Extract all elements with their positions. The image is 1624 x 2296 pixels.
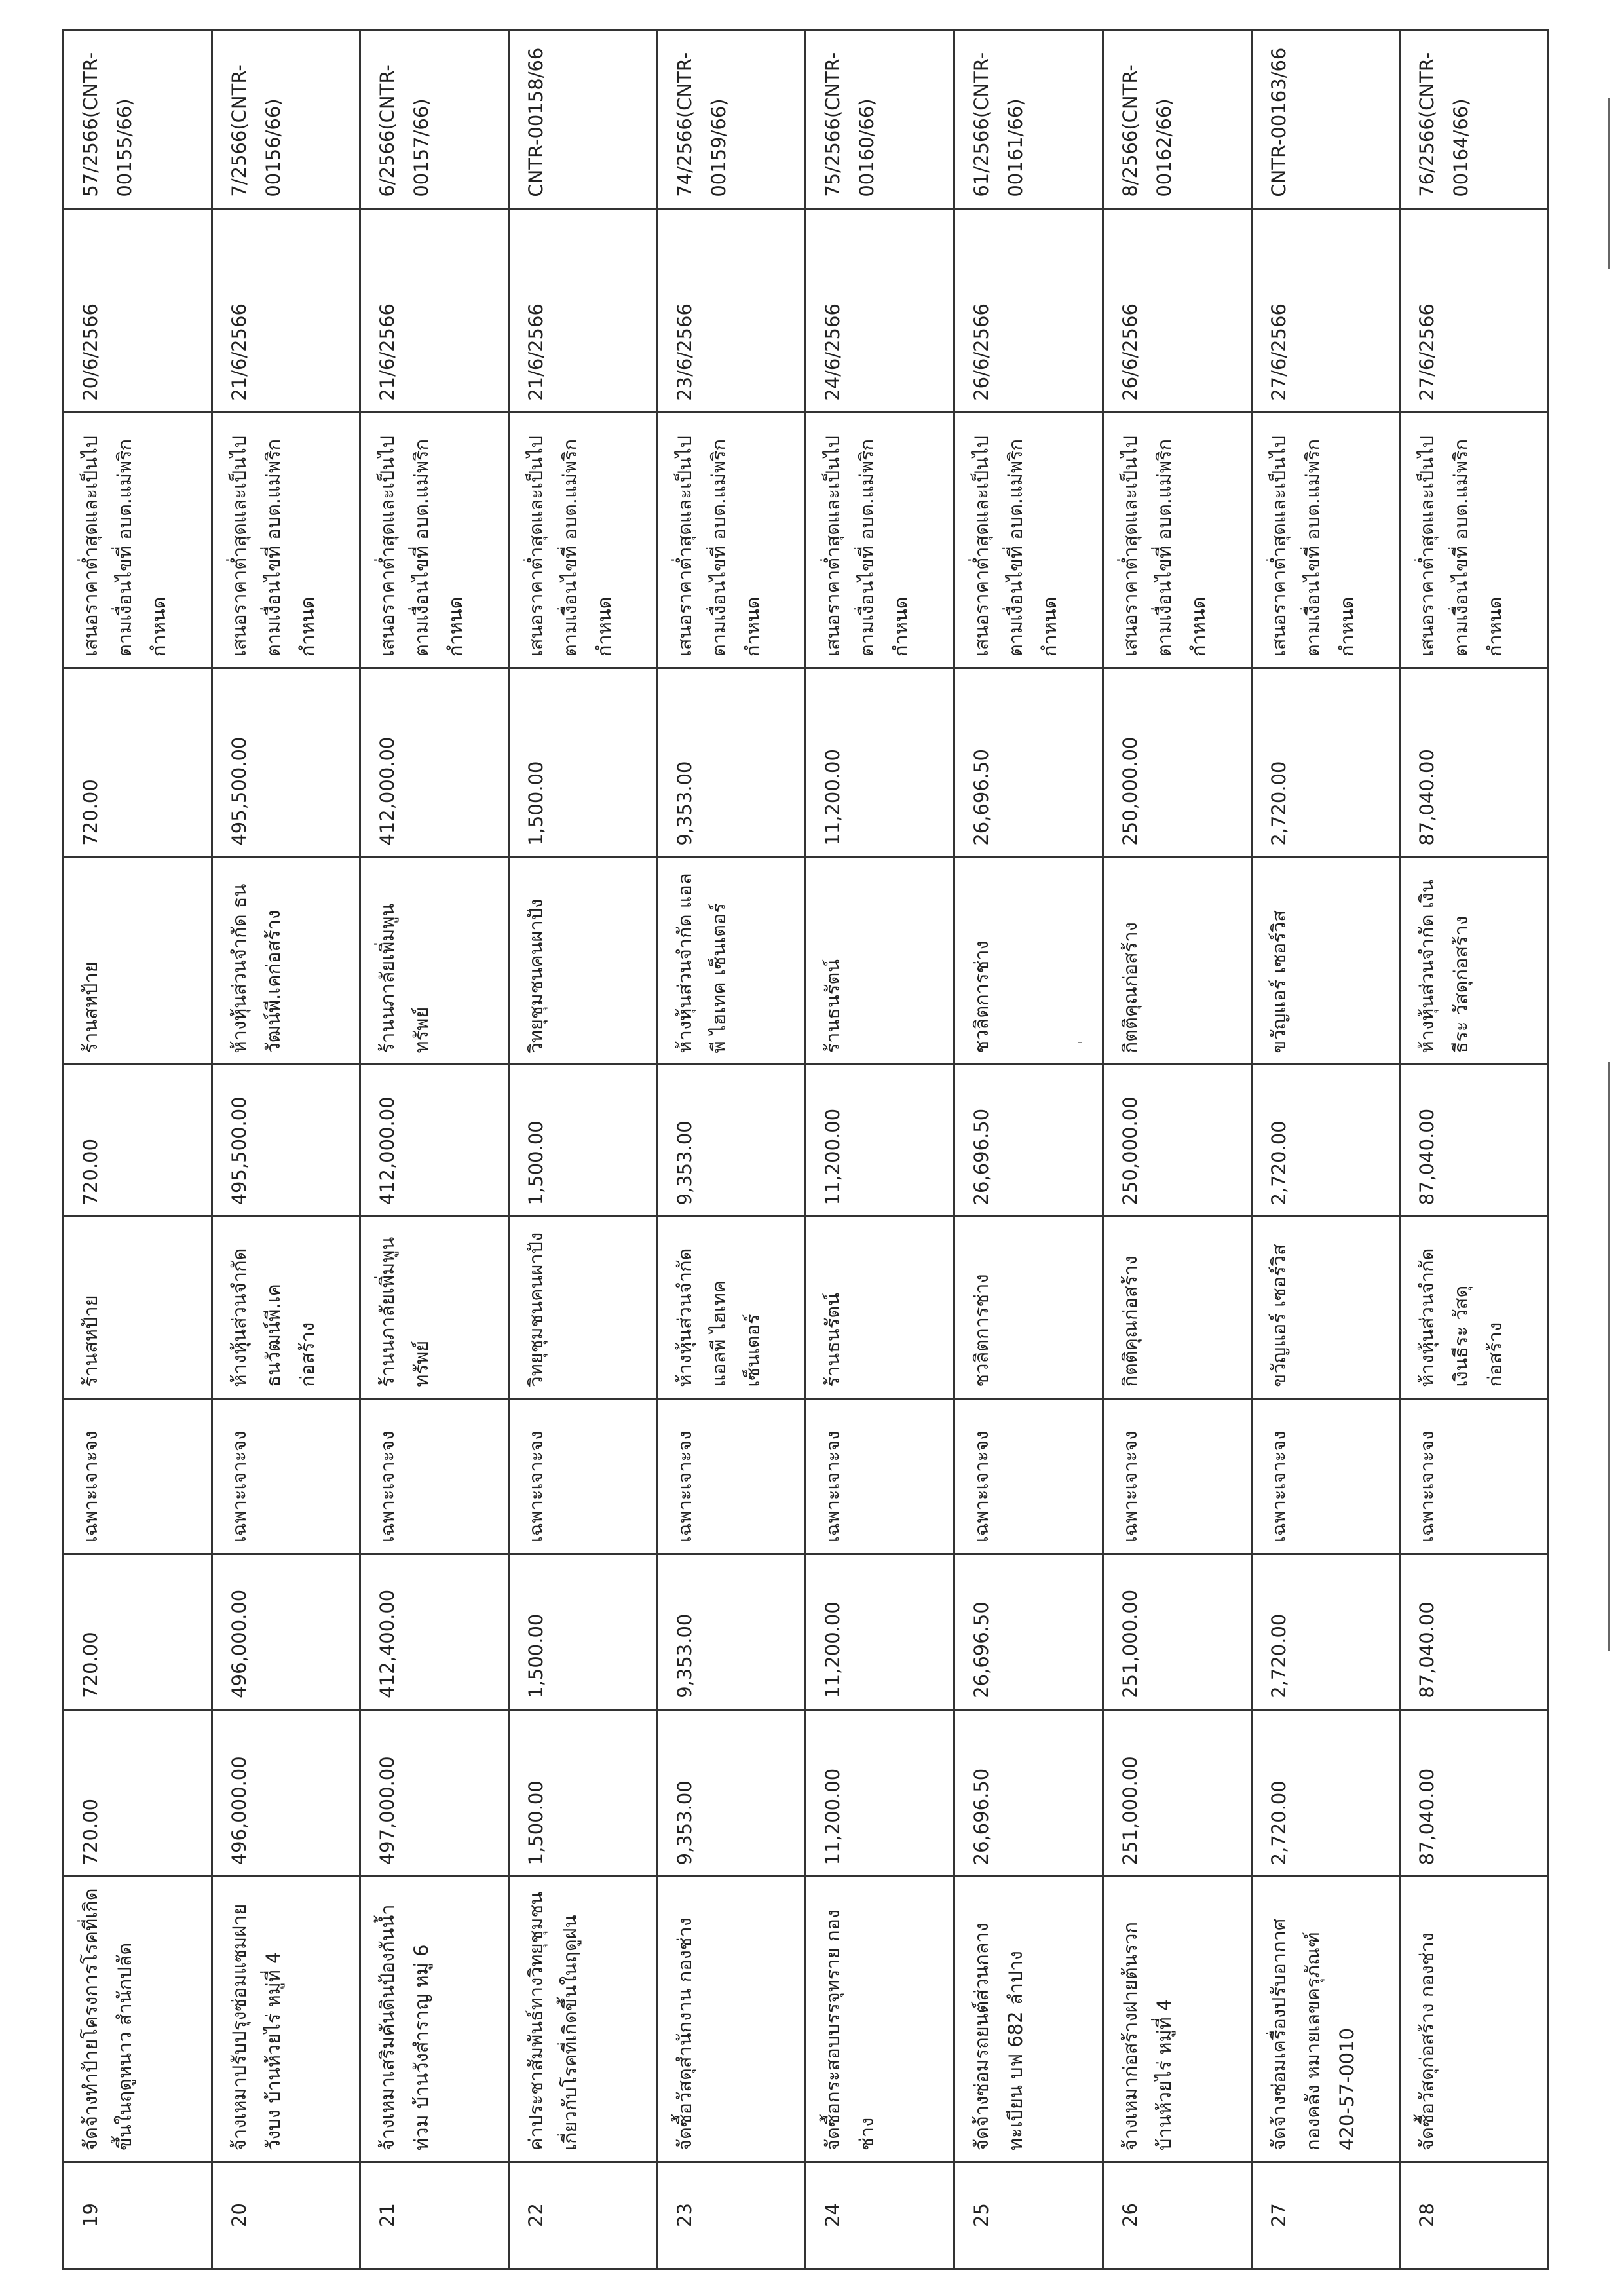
table-row <box>657 31 806 2270</box>
bid-price-cell: 720.00 <box>64 1065 212 1217</box>
contract-date-cell: 26/6/2566 <box>1103 208 1251 412</box>
agreed-price-cell: 87,040.00 <box>1400 668 1549 858</box>
budget-amount-cell: 26,696.50 <box>954 1710 1103 1877</box>
contract-number-cell: 76/2566(CNTR-00164/66) <box>1400 31 1549 209</box>
row-number-cell: 24 <box>806 2162 954 2269</box>
median-price-cell: 412,400.00 <box>360 1554 509 1710</box>
agreed-price-cell: 2,720.00 <box>1251 668 1400 858</box>
agreed-price-cell: 26,696.50 <box>954 668 1103 858</box>
agreed-price-cell: 250,000.00 <box>1103 668 1251 858</box>
bidder-name-cell: ร้านธนรัตน์ <box>806 1217 954 1398</box>
scan-edge-mark <box>1608 1062 1610 1651</box>
agreed-price-cell: 720.00 <box>64 668 212 858</box>
row-number-cell: 19 <box>64 2162 212 2269</box>
budget-amount-cell: 251,000.00 <box>1103 1710 1251 1877</box>
median-price-cell: 251,000.00 <box>1103 1554 1251 1710</box>
procurement-table <box>62 29 1549 2270</box>
budget-amount-cell: 87,040.00 <box>1400 1710 1549 1877</box>
row-number-cell: 22 <box>509 2162 658 2269</box>
bidder-name-cell: ร้านนภาลัยเพิ่มพูนทรัพย์ <box>360 1217 509 1398</box>
procurement-table-sheet <box>62 29 1549 2270</box>
row-number-cell: 25 <box>954 2162 1103 2269</box>
row-number-cell: 27 <box>1251 2162 1400 2269</box>
winner-name-cell: ห้างหุ้นส่วนจำกัด แอลพี ไฮเทค เซ็นเตอร์ <box>657 857 806 1065</box>
selection-reason-cell: เสนอราคาต่ำสุดและเป็นไปตามเงื่อนไขที่ อบต.แม่พริกกำหนด <box>657 412 806 668</box>
budget-amount-cell: 497,000.00 <box>360 1710 509 1877</box>
procurement-method-cell: เฉพาะเจาะจง <box>509 1398 658 1554</box>
project-name-cell: จัดจ้างซ่อมรถยนต์ส่วนกลาง ทะเบียน บฟ 682 ลำปาง <box>954 1877 1103 2162</box>
winner-name-cell: กิตติคุณก่อสร้าง <box>1103 857 1251 1065</box>
agreed-price-cell: 495,500.00 <box>212 668 360 858</box>
table-row <box>360 31 509 2270</box>
bid-price-cell: 412,000.00 <box>360 1065 509 1217</box>
agreed-price-cell: 11,200.00 <box>806 668 954 858</box>
project-name-cell: จ้างเหมาก่อสร้างฝายต้นรวก บ้านห้วยไร่ หมู่ที่ 4 <box>1103 1877 1251 2162</box>
bid-price-cell: 26,696.50 <box>954 1065 1103 1217</box>
table-row <box>954 31 1103 2270</box>
bidder-name-cell: ชวลิตการช่าง <box>954 1217 1103 1398</box>
bidder-name-cell: ห้างหุ้นส่วนจำกัด ธนวัฒน์พี.เคก่อสร้าง <box>212 1217 360 1398</box>
bid-price-cell: 250,000.00 <box>1103 1065 1251 1217</box>
budget-amount-cell: 2,720.00 <box>1251 1710 1400 1877</box>
agreed-price-cell: 1,500.00 <box>509 668 658 858</box>
procurement-method-cell: เฉพาะเจาะจง <box>1103 1398 1251 1554</box>
selection-reason-cell: เสนอราคาต่ำสุดและเป็นไปตามเงื่อนไขที่ อบต.แม่พริกกำหนด <box>806 412 954 668</box>
budget-amount-cell: 11,200.00 <box>806 1710 954 1877</box>
contract-number-cell: 75/2566(CNTR-00160/66) <box>806 31 954 209</box>
contract-number-cell: 74/2566(CNTR-00159/66) <box>657 31 806 209</box>
table-row <box>1400 31 1549 2270</box>
table-body <box>64 31 1549 2270</box>
procurement-method-cell: เฉพาะเจาะจง <box>1251 1398 1400 1554</box>
procurement-method-cell: เฉพาะเจาะจง <box>212 1398 360 1554</box>
winner-name-cell: ร้านสหป้าย <box>64 857 212 1065</box>
procurement-method-cell: เฉพาะเจาะจง <box>64 1398 212 1554</box>
bidder-name-cell: ขวัญแอร์ เซอร์วิส <box>1251 1217 1400 1398</box>
median-price-cell: 9,353.00 <box>657 1554 806 1710</box>
contract-date-cell: 21/6/2566 <box>212 208 360 412</box>
median-price-cell: 2,720.00 <box>1251 1554 1400 1710</box>
project-name-cell: จัดซื้อวัสดุสำนักงาน กองช่าง <box>657 1877 806 2162</box>
agreed-price-cell: 9,353.00 <box>657 668 806 858</box>
budget-amount-cell: 1,500.00 <box>509 1710 658 1877</box>
bidder-name-cell: กิตติคุณก่อสร้าง <box>1103 1217 1251 1398</box>
median-price-cell: 1,500.00 <box>509 1554 658 1710</box>
contract-date-cell: 20/6/2566 <box>64 208 212 412</box>
median-price-cell: 720.00 <box>64 1554 212 1710</box>
bid-price-cell: 1,500.00 <box>509 1065 658 1217</box>
project-name-cell: จัดจ้างซ่อมเครื่องปรับอากาศ กองคลัง หมายเลขครุภัณฑ์ 420-57-0010 <box>1251 1877 1400 2162</box>
row-number-cell: 20 <box>212 2162 360 2269</box>
row-number-cell: 28 <box>1400 2162 1549 2269</box>
median-price-cell: 26,696.50 <box>954 1554 1103 1710</box>
table-row <box>509 31 658 2270</box>
contract-date-cell: 23/6/2566 <box>657 208 806 412</box>
project-name-cell: จัดซื้อวัสดุก่อสร้าง กองช่าง <box>1400 1877 1549 2162</box>
selection-reason-cell: เสนอราคาต่ำสุดและเป็นไปตามเงื่อนไขที่ อบต.แม่พริกกำหนด <box>64 412 212 668</box>
contract-number-cell: 57/2566(CNTR-00155/66) <box>64 31 212 209</box>
table-row <box>1251 31 1400 2270</box>
selection-reason-cell: เสนอราคาต่ำสุดและเป็นไปตามเงื่อนไขที่ อบต.แม่พริกกำหนด <box>509 412 658 668</box>
selection-reason-cell: เสนอราคาต่ำสุดและเป็นไปตามเงื่อนไขที่ อบต.แม่พริกกำหนด <box>1103 412 1251 668</box>
project-name-cell: ค่าประชาสัมพันธ์ทางวิทยุชุมชนเกี่ยวกับโรคที่เกิดขึ้นในฤดูฝน <box>509 1877 658 2162</box>
median-price-cell: 496,000.00 <box>212 1554 360 1710</box>
project-name-cell: จ้างเหมาเสริมคันดินป้องกันน้ำท่วม บ้านวังสำราญ หมู่ 6 <box>360 1877 509 2162</box>
budget-amount-cell: 496,000.00 <box>212 1710 360 1877</box>
scan-edge-mark <box>1608 98 1610 269</box>
procurement-method-cell: เฉพาะเจาะจง <box>360 1398 509 1554</box>
contract-number-cell: 61/2566(CNTR-00161/66) <box>954 31 1103 209</box>
project-name-cell: จ้างเหมาปรับปรุงซ่อมแซมฝายวังบง บ้านห้วยไร่ หมู่ที่ 4 <box>212 1877 360 2162</box>
bidder-name-cell: ห้างหุ้นส่วนจำกัด แอลพี ไฮเทค เซ็นเตอร์ <box>657 1217 806 1398</box>
contract-number-cell: 7/2566(CNTR-00156/66) <box>212 31 360 209</box>
median-price-cell: 87,040.00 <box>1400 1554 1549 1710</box>
budget-amount-cell: 9,353.00 <box>657 1710 806 1877</box>
winner-name-cell: ชวลิตการช่าง <box>954 857 1103 1065</box>
bidder-name-cell: ร้านสหป้าย <box>64 1217 212 1398</box>
procurement-method-cell: เฉพาะเจาะจง <box>1400 1398 1549 1554</box>
contract-date-cell: 21/6/2566 <box>360 208 509 412</box>
contract-number-cell: CNTR-00163/66 <box>1251 31 1400 209</box>
row-number-cell: 26 <box>1103 2162 1251 2269</box>
winner-name-cell: ร้านธนรัตน์ <box>806 857 954 1065</box>
contract-date-cell: 21/6/2566 <box>509 208 658 412</box>
contract-number-cell: 8/2566(CNTR-00162/66) <box>1103 31 1251 209</box>
procurement-method-cell: เฉพาะเจาะจง <box>954 1398 1103 1554</box>
table-row <box>64 31 212 2270</box>
contract-number-cell: CNTR-00158/66 <box>509 31 658 209</box>
agreed-price-cell: 412,000.00 <box>360 668 509 858</box>
bidder-name-cell: วิทยุชุมชนคนผาปัง <box>509 1217 658 1398</box>
procurement-method-cell: เฉพาะเจาะจง <box>806 1398 954 1554</box>
bid-price-cell: 495,500.00 <box>212 1065 360 1217</box>
contract-number-cell: 6/2566(CNTR-00157/66) <box>360 31 509 209</box>
bidder-name-cell: ห้างหุ้นส่วนจำกัด เงินธีระ วัสดุก่อสร้าง <box>1400 1217 1549 1398</box>
winner-name-cell: วิทยุชุมชนคนผาปัง <box>509 857 658 1065</box>
winner-name-cell: ห้างหุ้นส่วนจำกัด เงินธีระ วัสดุก่อสร้าง <box>1400 857 1549 1065</box>
bid-price-cell: 87,040.00 <box>1400 1065 1549 1217</box>
bid-price-cell: 11,200.00 <box>806 1065 954 1217</box>
project-name-cell: จัดจ้างทำป้ายโครงการโรคที่เกิดขึ้นในฤดูหนาว สำนักปลัด <box>64 1877 212 2162</box>
winner-name-cell: ร้านนภาลัยเพิ่มพูนทรัพย์ <box>360 857 509 1065</box>
procurement-method-cell: เฉพาะเจาะจง <box>657 1398 806 1554</box>
budget-amount-cell: 720.00 <box>64 1710 212 1877</box>
table-row <box>1103 31 1251 2270</box>
median-price-cell: 11,200.00 <box>806 1554 954 1710</box>
selection-reason-cell: เสนอราคาต่ำสุดและเป็นไปตามเงื่อนไขที่ อบต.แม่พริกกำหนด <box>1400 412 1549 668</box>
winner-name-cell: ขวัญแอร์ เซอร์วิส <box>1251 857 1400 1065</box>
contract-date-cell: 24/6/2566 <box>806 208 954 412</box>
contract-date-cell: 27/6/2566 <box>1400 208 1549 412</box>
selection-reason-cell: เสนอราคาต่ำสุดและเป็นไปตามเงื่อนไขที่ อบต.แม่พริกกำหนด <box>954 412 1103 668</box>
bid-price-cell: 9,353.00 <box>657 1065 806 1217</box>
table-row <box>806 31 954 2270</box>
contract-date-cell: 26/6/2566 <box>954 208 1103 412</box>
selection-reason-cell: เสนอราคาต่ำสุดและเป็นไปตามเงื่อนไขที่ อบต.แม่พริกกำหนด <box>212 412 360 668</box>
project-name-cell: จัดซื้อกระสอบบรรจุทราย กองช่าง <box>806 1877 954 2162</box>
contract-date-cell: 27/6/2566 <box>1251 208 1400 412</box>
winner-name-cell: ห้างหุ้นส่วนจำกัด ธนวัฒน์พี.เคก่อสร้าง <box>212 857 360 1065</box>
table-row <box>212 31 360 2270</box>
selection-reason-cell: เสนอราคาต่ำสุดและเป็นไปตามเงื่อนไขที่ อบต.แม่พริกกำหนด <box>360 412 509 668</box>
row-number-cell: 21 <box>360 2162 509 2269</box>
bid-price-cell: 2,720.00 <box>1251 1065 1400 1217</box>
selection-reason-cell: เสนอราคาต่ำสุดและเป็นไปตามเงื่อนไขที่ อบต.แม่พริกกำหนด <box>1251 412 1400 668</box>
row-number-cell: 23 <box>657 2162 806 2269</box>
scan-speck <box>1078 1042 1082 1043</box>
